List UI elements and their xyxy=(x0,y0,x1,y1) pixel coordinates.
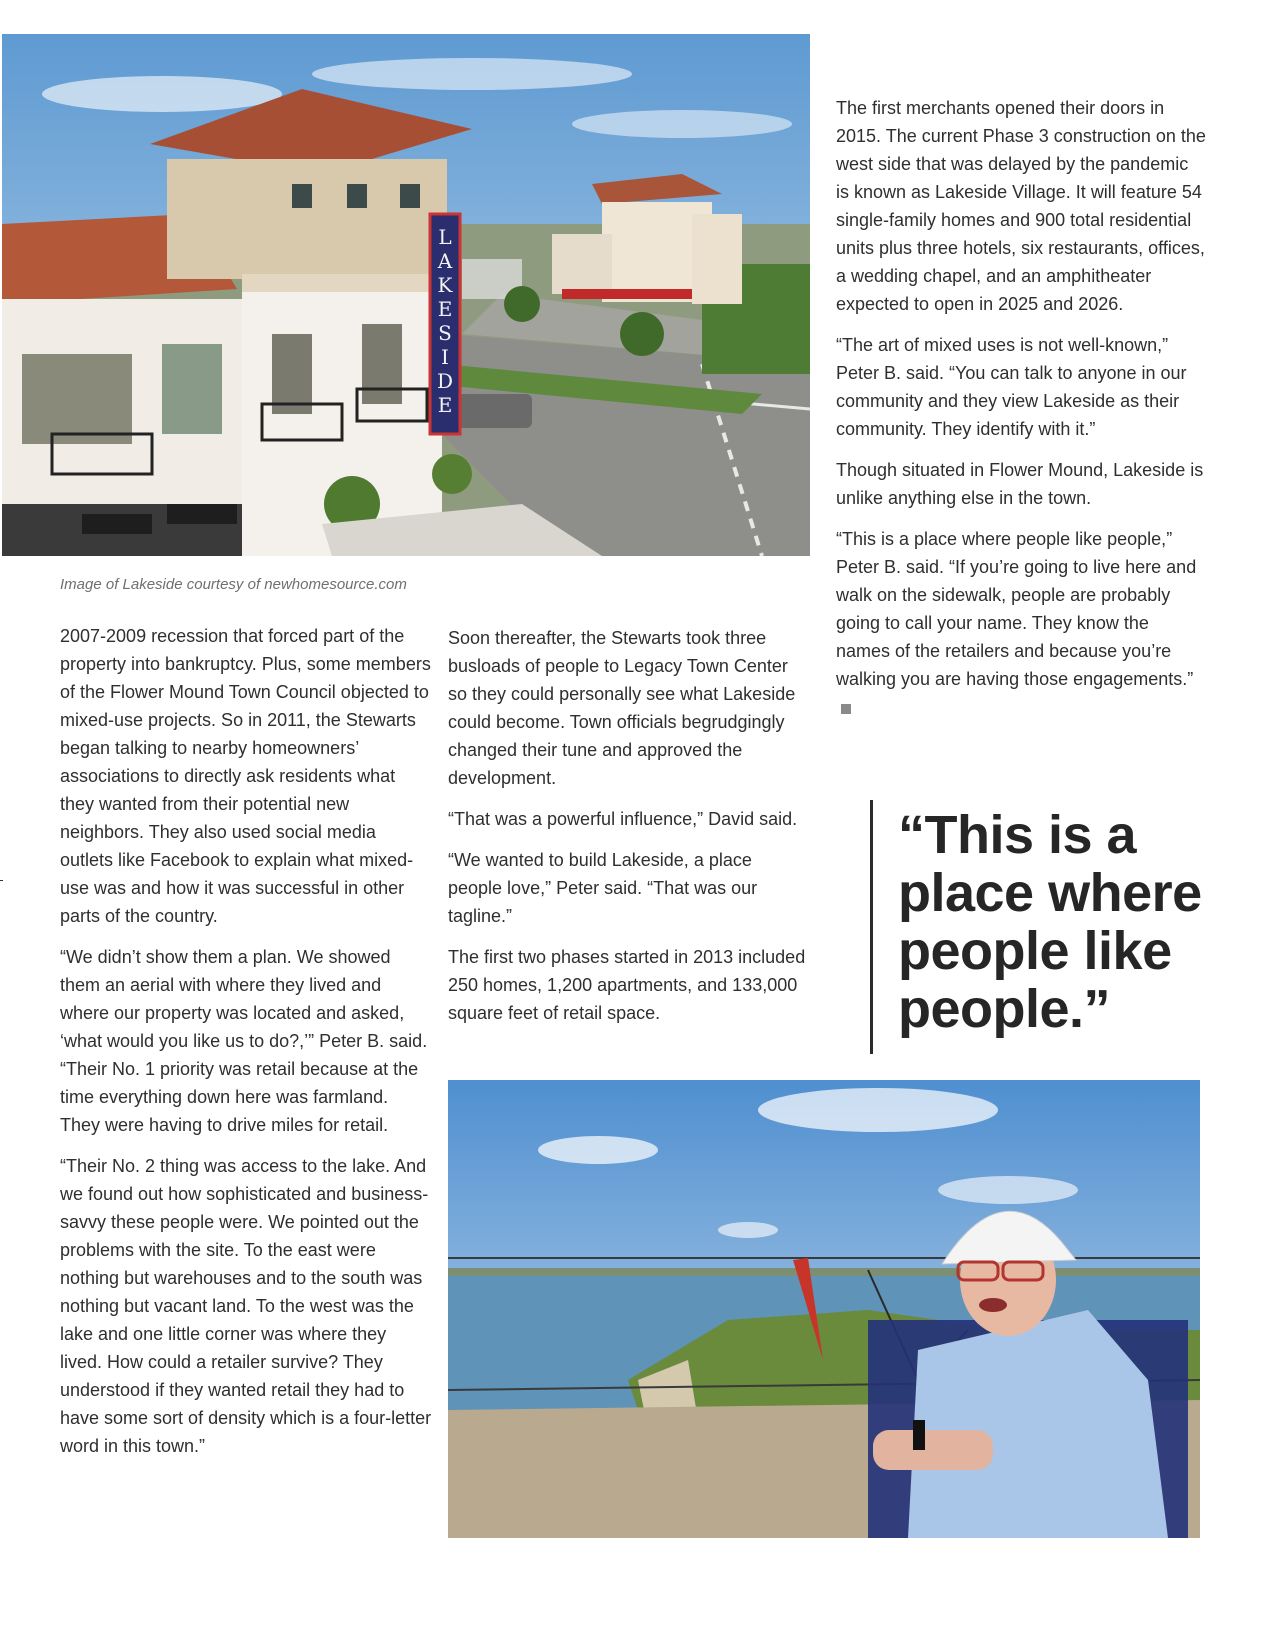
paragraph: 2007-2009 recession that forced part of the property into bankruptcy. Plus, some members of the Flower Mound Town Council objected to mixed-use projects. So in 2011, the Stewarts began talking to nearby homeowners’ associations to directly ask residents what they wanted from their potential new neighbors. They also used social media outlets like Facebook to explain what mixed-use was and how it was successful in other parts of the country. xyxy=(60,626,431,926)
lakeside-sign-letter-4: E xyxy=(437,297,453,321)
hardhat-man-photo xyxy=(448,1080,1200,1538)
lakeside-sign-letter-7: D xyxy=(436,369,454,393)
lakeside-sign-letter-3: K xyxy=(437,273,453,297)
paragraph: Though situated in Flower Mound, Lakeside is unlike anything else in the town. xyxy=(836,460,1204,508)
paragraph: The first merchants opened their doors in 2015. The current Phase 3 construction on the west side that was delayed by the pandemic is known as Lakeside Village. It will feature 54 single-family homes and 900 total residential units plus three hotels, six restaurants, offices, a wedding chapel, and an amphitheater expected to open in 2025 and 2026. xyxy=(836,98,1206,314)
page-edge-mark xyxy=(0,880,3,881)
end-of-article-mark-icon xyxy=(841,704,851,714)
paragraph: “We didn’t show them a plan. We showed them an aerial with where they lived and where our property was located and asked, ‘what would you like us to do?,’” Peter B. said. “Their No. 1 priority was retail because at the time everything down here was farmland. They were having to drive miles for retail. xyxy=(60,947,428,1135)
lakeside-sign-letter-6: I xyxy=(441,345,449,369)
article-column-middle xyxy=(448,624,808,1040)
paragraph: “That was a powerful influence,” David said. xyxy=(448,809,798,829)
pull-quote: “This is a place where people like people.” xyxy=(898,805,1202,1039)
lakeside-photo xyxy=(2,34,810,556)
paragraph-text: “This is a place where people like people,” Peter B. said. “If you’re going to live here and walk on the sidewalk, people are probably going to call your name. They know the names of the retailers and because you’re walking you are having those engagements.” xyxy=(836,529,1197,689)
article-column-left xyxy=(60,622,432,1473)
photo-caption: Image of Lakeside courtesy of newhomesource.com xyxy=(60,576,407,593)
article-column-right xyxy=(836,94,1206,734)
lakeside-sign-letter-1: L xyxy=(438,225,452,249)
paragraph-final xyxy=(836,525,1206,721)
lakeside-sign-letter-8: E xyxy=(437,393,453,417)
paragraph: “We wanted to build Lakeside, a place people love,” Peter said. “That was our tagline.” xyxy=(448,850,758,926)
paragraph: “The art of mixed uses is not well-known,” Peter B. said. “You can talk to anyone in our community and they view Lakeside as their community. They identify with it.” xyxy=(836,335,1187,439)
lakeside-sign-letter-2: A xyxy=(437,249,453,273)
paragraph: Soon thereafter, the Stewarts took three busloads of people to Legacy Town Center so they could personally see what Lakeside could become. Town officials begrudgingly changed their tune and approved the development. xyxy=(448,628,796,788)
lakeside-sign-letter-5: S xyxy=(438,321,452,345)
paragraph: “Their No. 2 thing was access to the lake. And we found out how sophisticated and business-savvy these people were. We pointed out the problems with the site. To the east were nothing but warehouses and to the south was nothing but vacant land. To the west was the lake and one little corner was where they lived. How could a retailer survive? They understood if they wanted retail they had to have some sort of density which is a four-letter word in this town.” xyxy=(60,1156,432,1456)
pull-quote-rule xyxy=(870,800,873,1054)
lakeside-photo-illustration xyxy=(2,34,810,556)
hardhat-man-photo-illustration xyxy=(448,1080,1200,1538)
paragraph: The first two phases started in 2013 included 250 homes, 1,200 apartments, and 133,000 square feet of retail space. xyxy=(448,947,806,1023)
